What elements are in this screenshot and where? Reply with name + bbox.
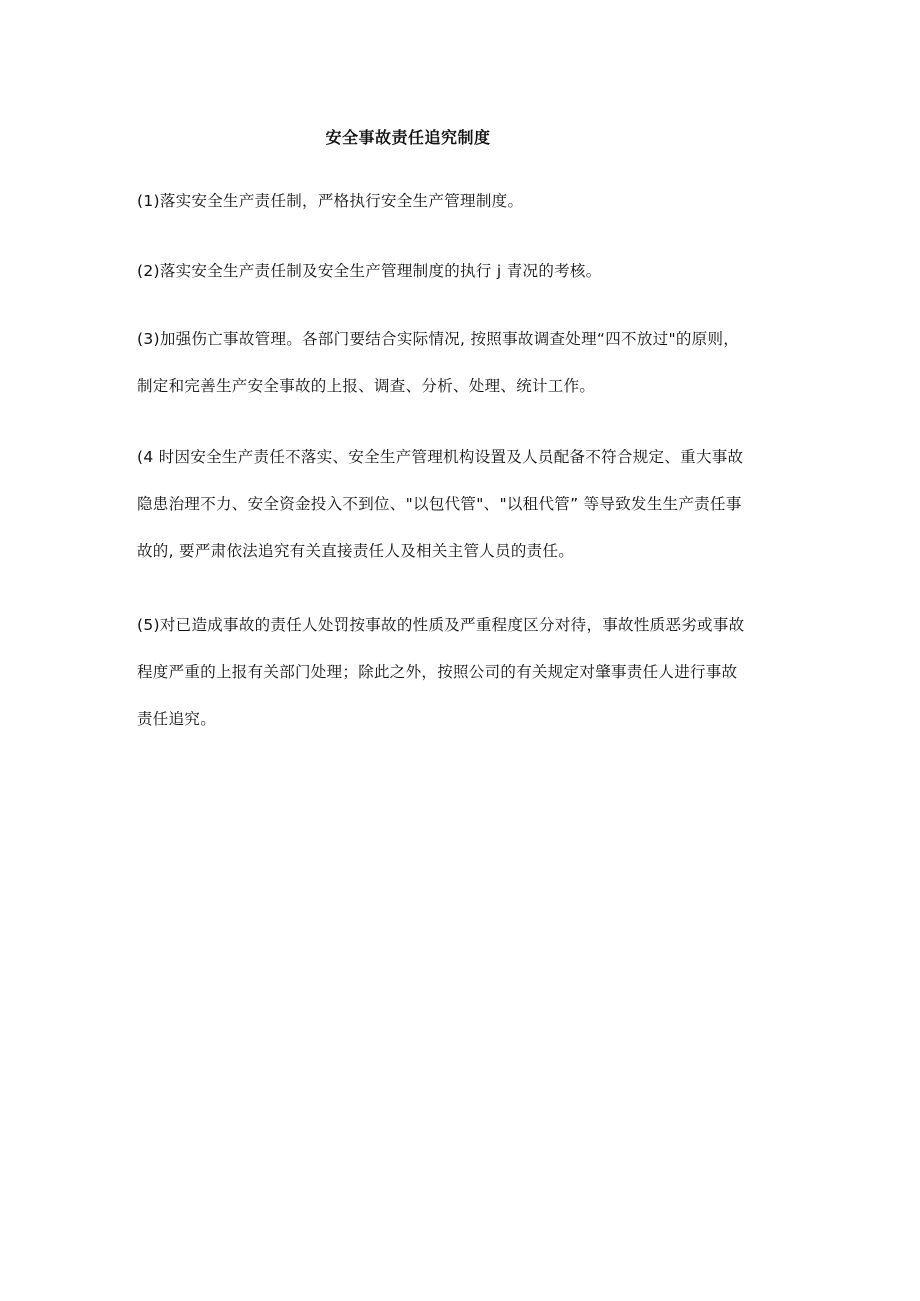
- paragraph-line: 程度严重的上报有关部门处理；除此之外，按照公司的有关规定对肇事责任人进行事故: [137, 663, 738, 681]
- paragraph-5: [137, 602, 797, 743]
- paragraph-line: (4 时因安全生产责任不落实、安全生产管理机构设置及人员配备不符合规定、重大事故: [137, 448, 744, 466]
- paragraph-line: (1)落实安全生产责任制，严格执行安全生产管理制度。: [137, 192, 524, 210]
- paragraph-line: 责任追究。: [137, 710, 217, 728]
- paragraph-line: (5)对已造成事故的责任人处罚按事故的性质及严重程度区分对待，事故性质恶劣或事故: [137, 616, 745, 634]
- document-title: 安全事故责任追究制度: [325, 128, 491, 147]
- paragraph-line: (2)落实安全生产责任制及安全生产管理制度的执行 j 青况的考核。: [137, 262, 602, 280]
- paragraph-1: [137, 178, 797, 225]
- paragraph-line: 制定和完善生产安全事故的上报、调查、分析、处理、统计工作。: [137, 377, 596, 395]
- paragraph-2: [137, 248, 797, 295]
- paragraph-line: (3)加强伤亡事故管理。各部门要结合实际情况, 按照事故调查处理“四不放过"的原则，: [137, 330, 740, 348]
- paragraph-line: 故的, 要严肃依法追究有关直接责任人及相关主管人员的责任。: [137, 542, 575, 560]
- paragraph-line: 隐患治理不力、安全资金投入不到位、"以包代管"、"以租代管” 等导致发生生产责任事: [137, 495, 742, 513]
- paragraph-3: [137, 316, 797, 410]
- paragraph-4: [137, 434, 797, 575]
